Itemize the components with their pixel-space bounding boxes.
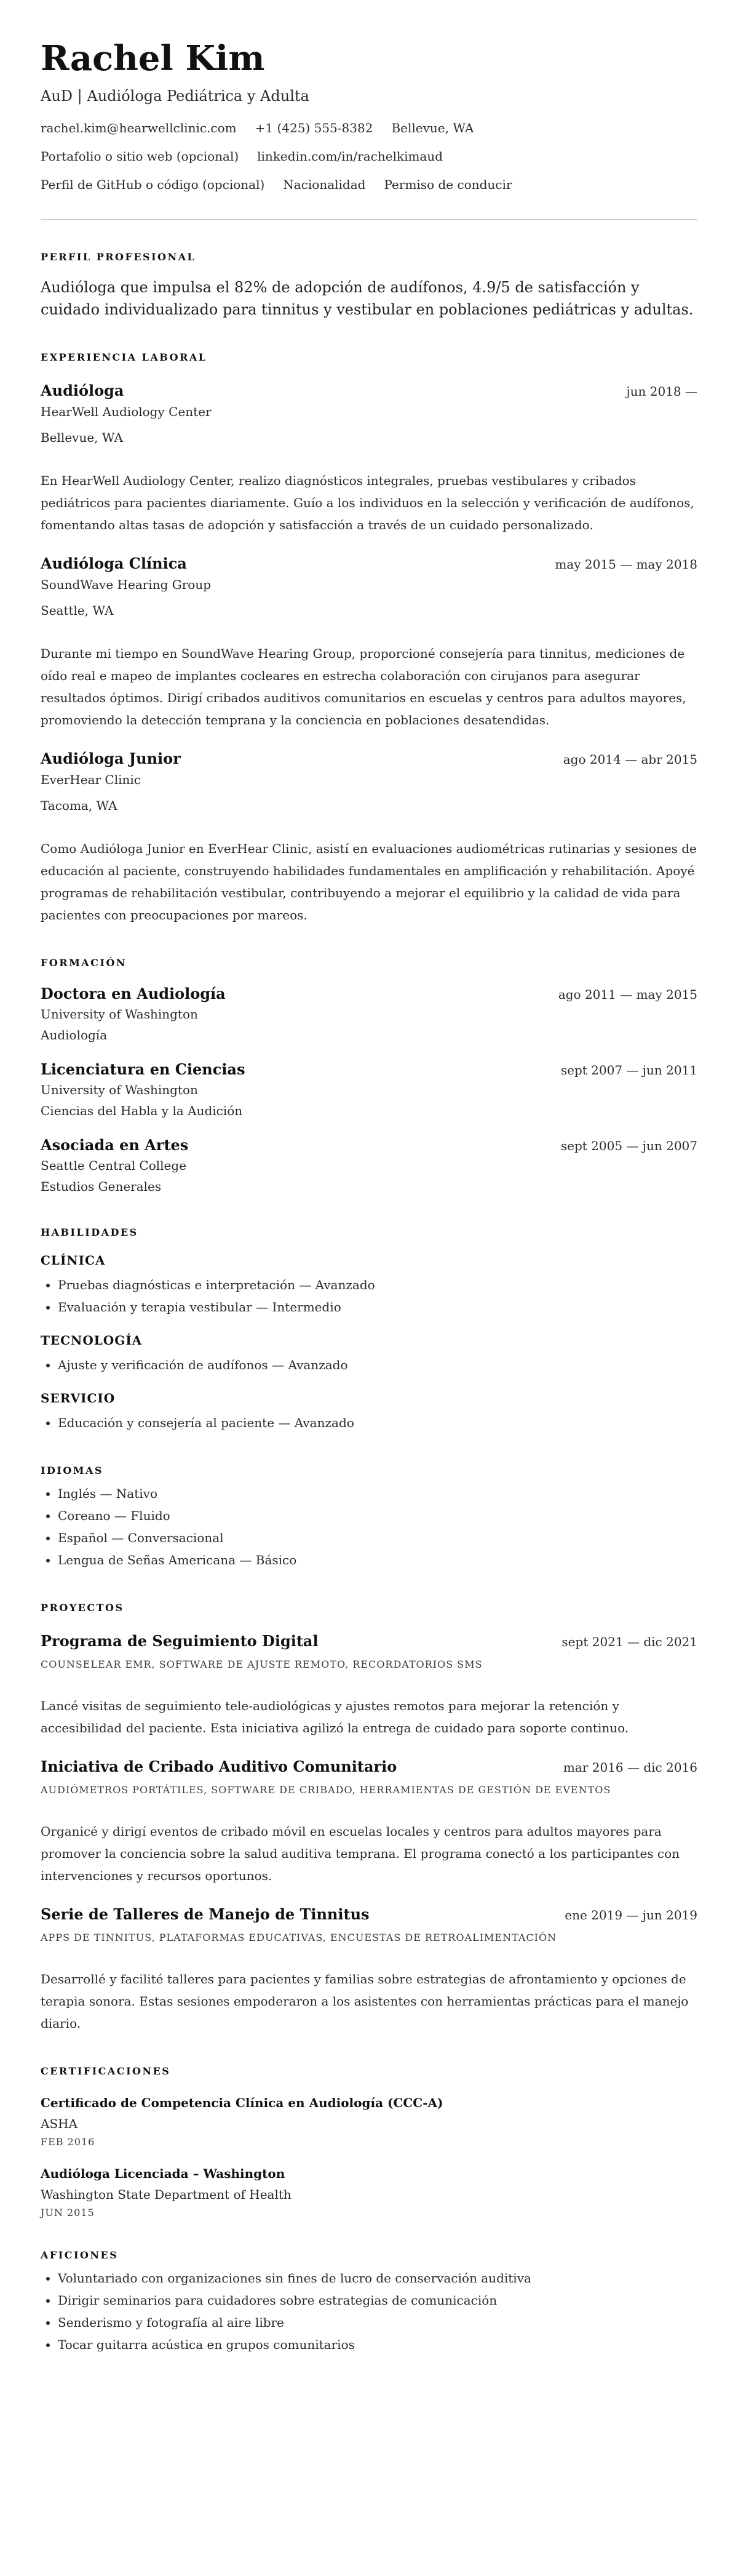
company: HearWell Audiology Center: [41, 404, 212, 419]
summary-text: Audióloga que impulsa el 82% de adopción de audífonos, 4.9/5 de satisfacción y cuidado individualizado para tinnitus y vestibular en poblaciones pediátricas y adultas.: [41, 279, 694, 318]
field-of-study: Estudios Generales: [41, 1179, 162, 1194]
skill-list: [41, 1274, 697, 1318]
job-dates: may 2015 — may 2018: [555, 557, 697, 572]
project-description: Lancé visitas de seguimiento tele-audiológicas y ajustes remotos para mejorar la retención y accesibilidad del paciente. Esta iniciativa agilizó la entrega de cuidado para soporte continuo.: [41, 1698, 629, 1735]
hobbies-section: [41, 2249, 697, 2356]
experience-section: [41, 351, 697, 926]
degree: Licenciatura en Ciencias: [41, 1060, 245, 1078]
drivers-license: Permiso de conducir: [384, 177, 512, 192]
certification-issuer: Washington State Department of Health: [41, 2187, 292, 2202]
education-dates: sept 2007 — jun 2011: [560, 1063, 697, 1078]
job-description: Como Audióloga Junior en EverHear Clinic, asistí en evaluaciones audiométricas rutinarias y sesiones de educación al paciente, construyendo habilidades fundamentales en amplificación y rehabilitación. Apoyé programas de rehabilitación vestibular, contribuyendo a mejorar el equilibrio y la calidad de vida para pacientes con preocupaciones por mareos.: [41, 841, 697, 922]
job-title: Audióloga Junior: [41, 750, 181, 767]
project-dates: mar 2016 — dic 2016: [563, 1760, 697, 1775]
language-item: • Español — Conversacional: [58, 1527, 697, 1549]
experience-item: [41, 382, 697, 536]
job-location: Seattle, WA: [41, 603, 114, 618]
skill-category: TECNOLOGÍA: [41, 1333, 143, 1348]
education-dates: sept 2005 — jun 2007: [560, 1138, 697, 1153]
hobby-item: • Voluntariado con organizaciones sin fines de lucro de conservación auditiva: [58, 2267, 697, 2289]
section-title: IDIOMAS: [41, 1465, 103, 1476]
header-divider: [41, 219, 697, 220]
section-title: HABILIDADES: [41, 1226, 138, 1238]
job-dates: jun 2018 —: [626, 384, 697, 399]
job-description: Durante mi tiempo en SoundWave Hearing Group, proporcioné consejería para tinnitus, mediciones de oído real e mapeo de implantes cocleares en estrecha colaboración con cirujanos para asegurar resultados óptimos. Dirigí cribados auditivos comunitarios en escuelas y centros para adultos mayores, promoviendo la detección temprana y la conciencia en poblaciones desatendidas.: [41, 646, 686, 727]
field-of-study: Audiología: [41, 1028, 108, 1042]
github-link[interactable]: Perfil de GitHub o código (opcional): [41, 177, 265, 192]
certifications-section: [41, 2065, 697, 2218]
skill-item: • Evaluación y terapia vestibular — Intermedio: [58, 1296, 697, 1318]
experience-item: [41, 750, 697, 926]
project-dates: sept 2021 — dic 2021: [561, 1634, 697, 1649]
skill-item: • Pruebas diagnósticas e interpretación — Avanzado: [58, 1274, 697, 1296]
headline: AuD | Audióloga Pediátrica y Adulta: [41, 87, 309, 105]
field-of-study: Ciencias del Habla y la Audición: [41, 1103, 243, 1118]
certification-item: [41, 2095, 697, 2148]
certification-date: FEB 2016: [41, 2136, 95, 2148]
project-name: Iniciativa de Cribado Auditivo Comunitario: [41, 1758, 397, 1775]
section-title: CERTIFICACIONES: [41, 2065, 171, 2077]
location: Bellevue, WA: [391, 121, 474, 135]
project-name: Programa de Seguimiento Digital: [41, 1632, 319, 1650]
project-item: [41, 1632, 697, 1739]
experience-item: [41, 554, 697, 731]
contact-row-1: [41, 121, 697, 135]
section-title: AFICIONES: [41, 2249, 119, 2261]
phone-link[interactable]: +1 (425) 555-8382: [255, 121, 373, 135]
skill-list: [41, 1412, 697, 1434]
job-location: Tacoma, WA: [41, 798, 117, 813]
project-tags: APPS DE TINNITUS, PLATAFORMAS EDUCATIVAS, ENCUESTAS DE RETROALIMENTACIÓN: [41, 1932, 557, 1943]
school: University of Washington: [41, 1082, 198, 1097]
degree: Doctora en Audiología: [41, 985, 226, 1002]
project-description: Organicé y dirigí eventos de cribado móvil en escuelas locales y centros para adultos mayores para promover la conciencia sobre la salud auditiva temprana. El programa conectó a los participantes con intervenciones y recursos oportunos.: [41, 1824, 680, 1883]
summary-section: [41, 251, 697, 321]
language-item: • Inglés — Nativo: [58, 1482, 697, 1505]
section-title: PERFIL PROFESIONAL: [41, 251, 196, 263]
project-description: Desarrollé y facilité talleres para pacientes y familias sobre estrategias de afrontamiento y opciones de terapia sonora. Estas sesiones empoderaron a los asistentes con herramientas prácticas para el manejo diario.: [41, 1972, 689, 2031]
certification-date: JUN 2015: [41, 2207, 95, 2218]
company: EverHear Clinic: [41, 772, 141, 787]
skill-item: • Educación y consejería al paciente — Avanzado: [58, 1412, 697, 1434]
school: University of Washington: [41, 1007, 198, 1022]
section-title: PROYECTOS: [41, 1602, 124, 1614]
certification-name: Certificado de Competencia Clínica en Audiología (CCC-A): [41, 2095, 443, 2110]
hobby-list: [41, 2267, 697, 2356]
certification-item: [41, 2166, 697, 2218]
job-description: En HearWell Audiology Center, realizo diagnósticos integrales, pruebas vestibulares y cribados pediátricos para pacientes diariamente. Guío a los individuos en la selección y verificación de audífonos, fomentando altas tasas de adopción y satisfacción a través de un cuidado personalizado.: [41, 473, 694, 532]
language-item: • Coreano — Fluido: [58, 1505, 697, 1527]
education-item: [41, 1136, 697, 1196]
skill-item: • Ajuste y verificación de audífonos — Avanzado: [58, 1354, 697, 1376]
language-item: • Lengua de Señas Americana — Básico: [58, 1549, 697, 1571]
skill-list: [41, 1354, 697, 1376]
project-item: [41, 1758, 697, 1887]
job-title: Audióloga: [41, 382, 124, 399]
job-dates: ago 2014 — abr 2015: [563, 752, 697, 767]
project-item: [41, 1905, 697, 2034]
certification-name: Audióloga Licenciada – Washington: [41, 2166, 285, 2181]
education-dates: ago 2011 — may 2015: [558, 987, 697, 1002]
skill-category: CLÍNICA: [41, 1253, 106, 1268]
contact-row-3: [41, 177, 697, 192]
contact-row-2: [41, 149, 697, 164]
skills-section: [41, 1226, 697, 1434]
company: SoundWave Hearing Group: [41, 577, 212, 592]
certification-issuer: ASHA: [41, 2116, 78, 2131]
section-title: FORMACIÓN: [41, 957, 127, 969]
job-location: Bellevue, WA: [41, 430, 123, 445]
school: Seattle Central College: [41, 1158, 187, 1173]
project-dates: ene 2019 — jun 2019: [565, 1908, 697, 1922]
skill-category: SERVICIO: [41, 1391, 116, 1406]
email-link[interactable]: rachel.kim@hearwellclinic.com: [41, 121, 237, 135]
linkedin-link[interactable]: linkedin.com/in/rachelkimaud: [257, 149, 443, 164]
section-title: EXPERIENCIA LABORAL: [41, 351, 207, 363]
project-tags: COUNSELEAR EMR, SOFTWARE DE AJUSTE REMOTO, RECORDATORIOS SMS: [41, 1658, 483, 1670]
job-title: Audióloga Clínica: [41, 554, 187, 572]
hobby-item: • Dirigir seminarios para cuidadores sobre estrategias de comunicación: [58, 2289, 697, 2311]
projects-section: [41, 1602, 697, 2034]
resume-page: [41, 0, 697, 2356]
nationality: Nacionalidad: [283, 177, 366, 192]
languages-section: [41, 1465, 697, 1571]
project-tags: AUDIÓMETROS PORTÁTILES, SOFTWARE DE CRIBADO, HERRAMIENTAS DE GESTIÓN DE EVENTOS: [41, 1784, 611, 1796]
degree: Asociada en Artes: [41, 1136, 189, 1154]
hobby-item: • Senderismo y fotografía al aire libre: [58, 2311, 697, 2334]
education-item: [41, 985, 697, 1044]
education-section: [41, 957, 697, 1196]
hobby-item: • Tocar guitarra acústica en grupos comunitarios: [58, 2334, 697, 2356]
education-item: [41, 1060, 697, 1120]
portfolio-link[interactable]: Portafolio o sitio web (opcional): [41, 149, 239, 164]
candidate-name: Rachel Kim: [41, 38, 265, 79]
language-list: [41, 1482, 697, 1571]
project-name: Serie de Talleres de Manejo de Tinnitus: [41, 1905, 370, 1923]
